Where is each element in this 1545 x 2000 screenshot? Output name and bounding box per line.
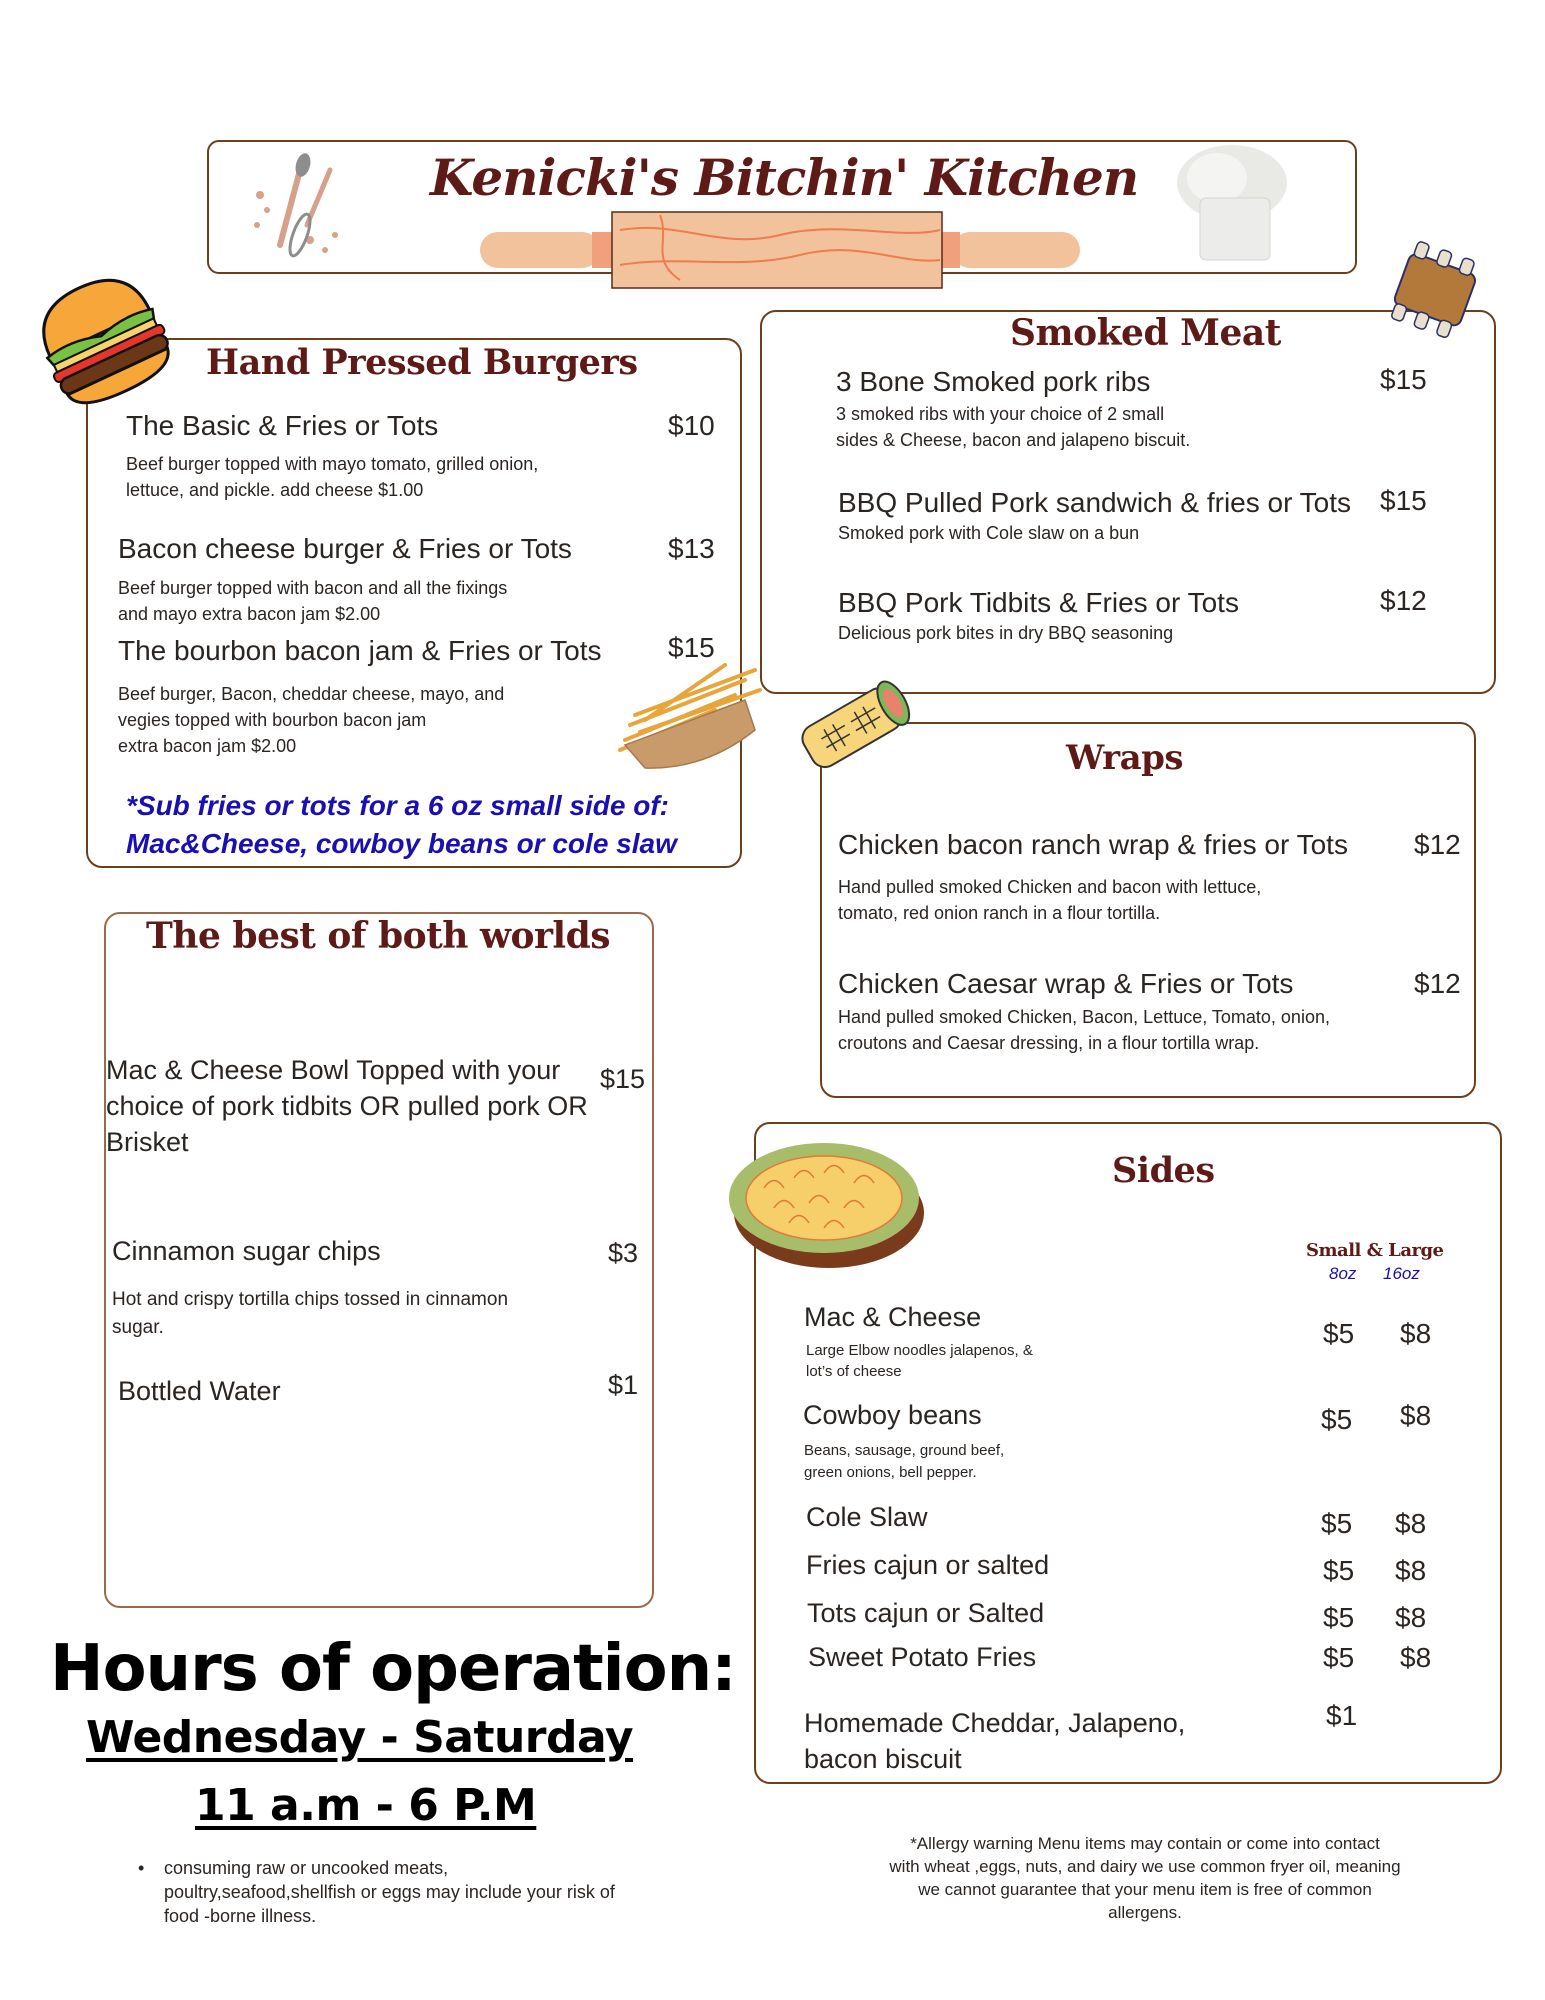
menu-item-desc: Hand pulled smoked Chicken and bacon with lettuce, tomato, red onion ranch in a flour tortilla.: [838, 877, 1262, 923]
menu-item-name: BBQ Pulled Pork sandwich & fries or Tots: [838, 487, 1352, 518]
menu-item-name: Cinnamon sugar chips: [112, 1236, 381, 1266]
side-price-large: $8: [1400, 1318, 1432, 1349]
side-price-small: $5: [1321, 1508, 1353, 1539]
side-price-small: $1: [1326, 1700, 1358, 1731]
menu-item-name: Bottled Water: [118, 1376, 281, 1406]
side-item-name: Homemade Cheddar, Jalapeno, bacon biscuit: [804, 1708, 1186, 1774]
side-price-large: $8: [1395, 1508, 1427, 1539]
burgers-heading: Hand Pressed Burgers: [206, 342, 638, 383]
menu-item-price: $15: [668, 632, 715, 663]
menu-item-price: $1: [608, 1370, 639, 1400]
menu-item-desc: Beef burger topped with mayo tomato, grilled onion, lettuce, and pickle. add cheese $1.00: [126, 454, 539, 500]
menu-item-name: 3 Bone Smoked pork ribs: [836, 366, 1151, 397]
side-item-name: Tots cajun or Salted: [807, 1598, 1045, 1628]
side-price-large: $8: [1400, 1400, 1432, 1431]
menu-item-name: BBQ Pork Tidbits & Fries or Tots: [838, 587, 1239, 618]
side-price-large: $8: [1395, 1555, 1427, 1586]
size-header: Small & Large: [1306, 1240, 1444, 1261]
hours-title: Hours of operation:: [50, 1632, 736, 1706]
burger-icon: [32, 268, 172, 408]
menu-item-name: Chicken Caesar wrap & Fries or Tots: [838, 968, 1294, 999]
size-large-label: 16oz: [1383, 1264, 1420, 1283]
menu-item-price: $15: [600, 1064, 646, 1094]
ribs-icon: [1385, 238, 1490, 343]
side-item-name: Cowboy beans: [803, 1400, 982, 1430]
menu-item-desc: Hand pulled smoked Chicken, Bacon, Lettuce, Tomato, onion, croutons and Caesar dressing, in a flour tortilla wrap.: [838, 1007, 1330, 1053]
side-item-name: Mac & Cheese: [804, 1302, 982, 1332]
menu-item-name: The Basic & Fries or Tots: [126, 410, 439, 441]
side-item-name: Fries cajun or salted: [806, 1550, 1050, 1580]
bullet-icon: •: [138, 1858, 145, 1878]
side-item-name: Cole Slaw: [806, 1502, 928, 1532]
menu-item-price: $10: [668, 410, 715, 441]
side-price-small: $5: [1323, 1642, 1355, 1673]
menu-item-name: Mac & Cheese Bowl Topped with your choice of pork tidbits OR pulled pork OR Brisket: [106, 1055, 588, 1157]
side-item-name: Sweet Potato Fries: [808, 1642, 1037, 1672]
side-price-small: $5: [1321, 1404, 1353, 1435]
sides-heading: Sides: [1112, 1150, 1215, 1191]
side-price-small: $5: [1323, 1555, 1355, 1586]
raw-food-warning: • consuming raw or uncooked meats, poultry,seafood,shellfish or eggs may include your risk of food -borne illness.: [138, 1858, 615, 1926]
side-item-desc: Beans, sausage, ground beef, green onions, bell pepper.: [804, 1442, 1005, 1481]
hours-time: 11 a.m - 6 P.M: [195, 1780, 537, 1831]
menu-item-name: Bacon cheese burger & Fries or Tots: [118, 533, 572, 564]
restaurant-title: Kenicki's Bitchin' Kitchen: [430, 148, 1139, 207]
menu-item-desc: Hot and crispy tortilla chips tossed in cinnamon sugar.: [112, 1289, 509, 1338]
chef-hat-icon: [1172, 138, 1292, 268]
substitution-note: *Sub fries or tots for a 6 oz small side of: Mac&Cheese, cowboy beans or cole slaw: [126, 790, 677, 859]
menu-item-desc: Delicious pork bites in dry BBQ seasoning: [838, 623, 1174, 643]
side-price-small: $5: [1323, 1602, 1355, 1633]
menu-item-price: $15: [1380, 485, 1427, 516]
menu-item-desc: Beef burger, Bacon, cheddar cheese, mayo, and vegies topped with bourbon bacon jam extra bacon jam $2.00: [118, 684, 505, 756]
menu-item-price: $3: [608, 1238, 639, 1268]
hours-days: Wednesday - Saturday: [86, 1712, 634, 1763]
wrap-icon: [790, 668, 920, 778]
menu-item-price: $12: [1414, 968, 1461, 999]
menu-item-name: Chicken bacon ranch wrap & fries or Tots: [838, 829, 1348, 860]
menu-item-price: $15: [1380, 364, 1427, 395]
side-price-large: $8: [1395, 1602, 1427, 1633]
menu-item-desc: 3 smoked ribs with your choice of 2 small sides & Cheese, bacon and jalapeno biscuit.: [836, 404, 1191, 450]
menu-item-name: The bourbon bacon jam & Fries or Tots: [118, 635, 602, 666]
menu-item-price: $12: [1414, 829, 1461, 860]
menu-item-desc: Smoked pork with Cole slaw on a bun: [838, 523, 1140, 543]
fries-icon: [615, 660, 765, 775]
wraps-heading: Wraps: [1066, 738, 1184, 778]
side-price-large: $8: [1400, 1642, 1432, 1673]
side-price-small: $5: [1323, 1318, 1355, 1349]
allergy-warning: *Allergy warning Menu items may contain or come into contact with wheat ,eggs, nuts, and dairy we use common fryer oil, meaning we cannot guarantee that your menu item is free of common allergens.: [889, 1834, 1401, 1922]
menu-item-desc: Beef burger topped with bacon and all the fixings and mayo extra bacon jam $2.00: [118, 578, 508, 624]
mac-and-cheese-icon: [724, 1128, 934, 1278]
size-small-label: 8oz: [1329, 1264, 1357, 1283]
side-item-desc: Large Elbow noodles jalapenos, & lot’s of cheese: [806, 1342, 1033, 1380]
menu-item-price: $13: [668, 533, 715, 564]
utensils-icon: [245, 150, 355, 265]
smoked-meat-heading: Smoked Meat: [1010, 312, 1281, 354]
best-of-both-heading: The best of both worlds: [146, 915, 611, 957]
rolling-pin-icon: [480, 210, 1080, 290]
menu-item-price: $12: [1380, 585, 1427, 616]
